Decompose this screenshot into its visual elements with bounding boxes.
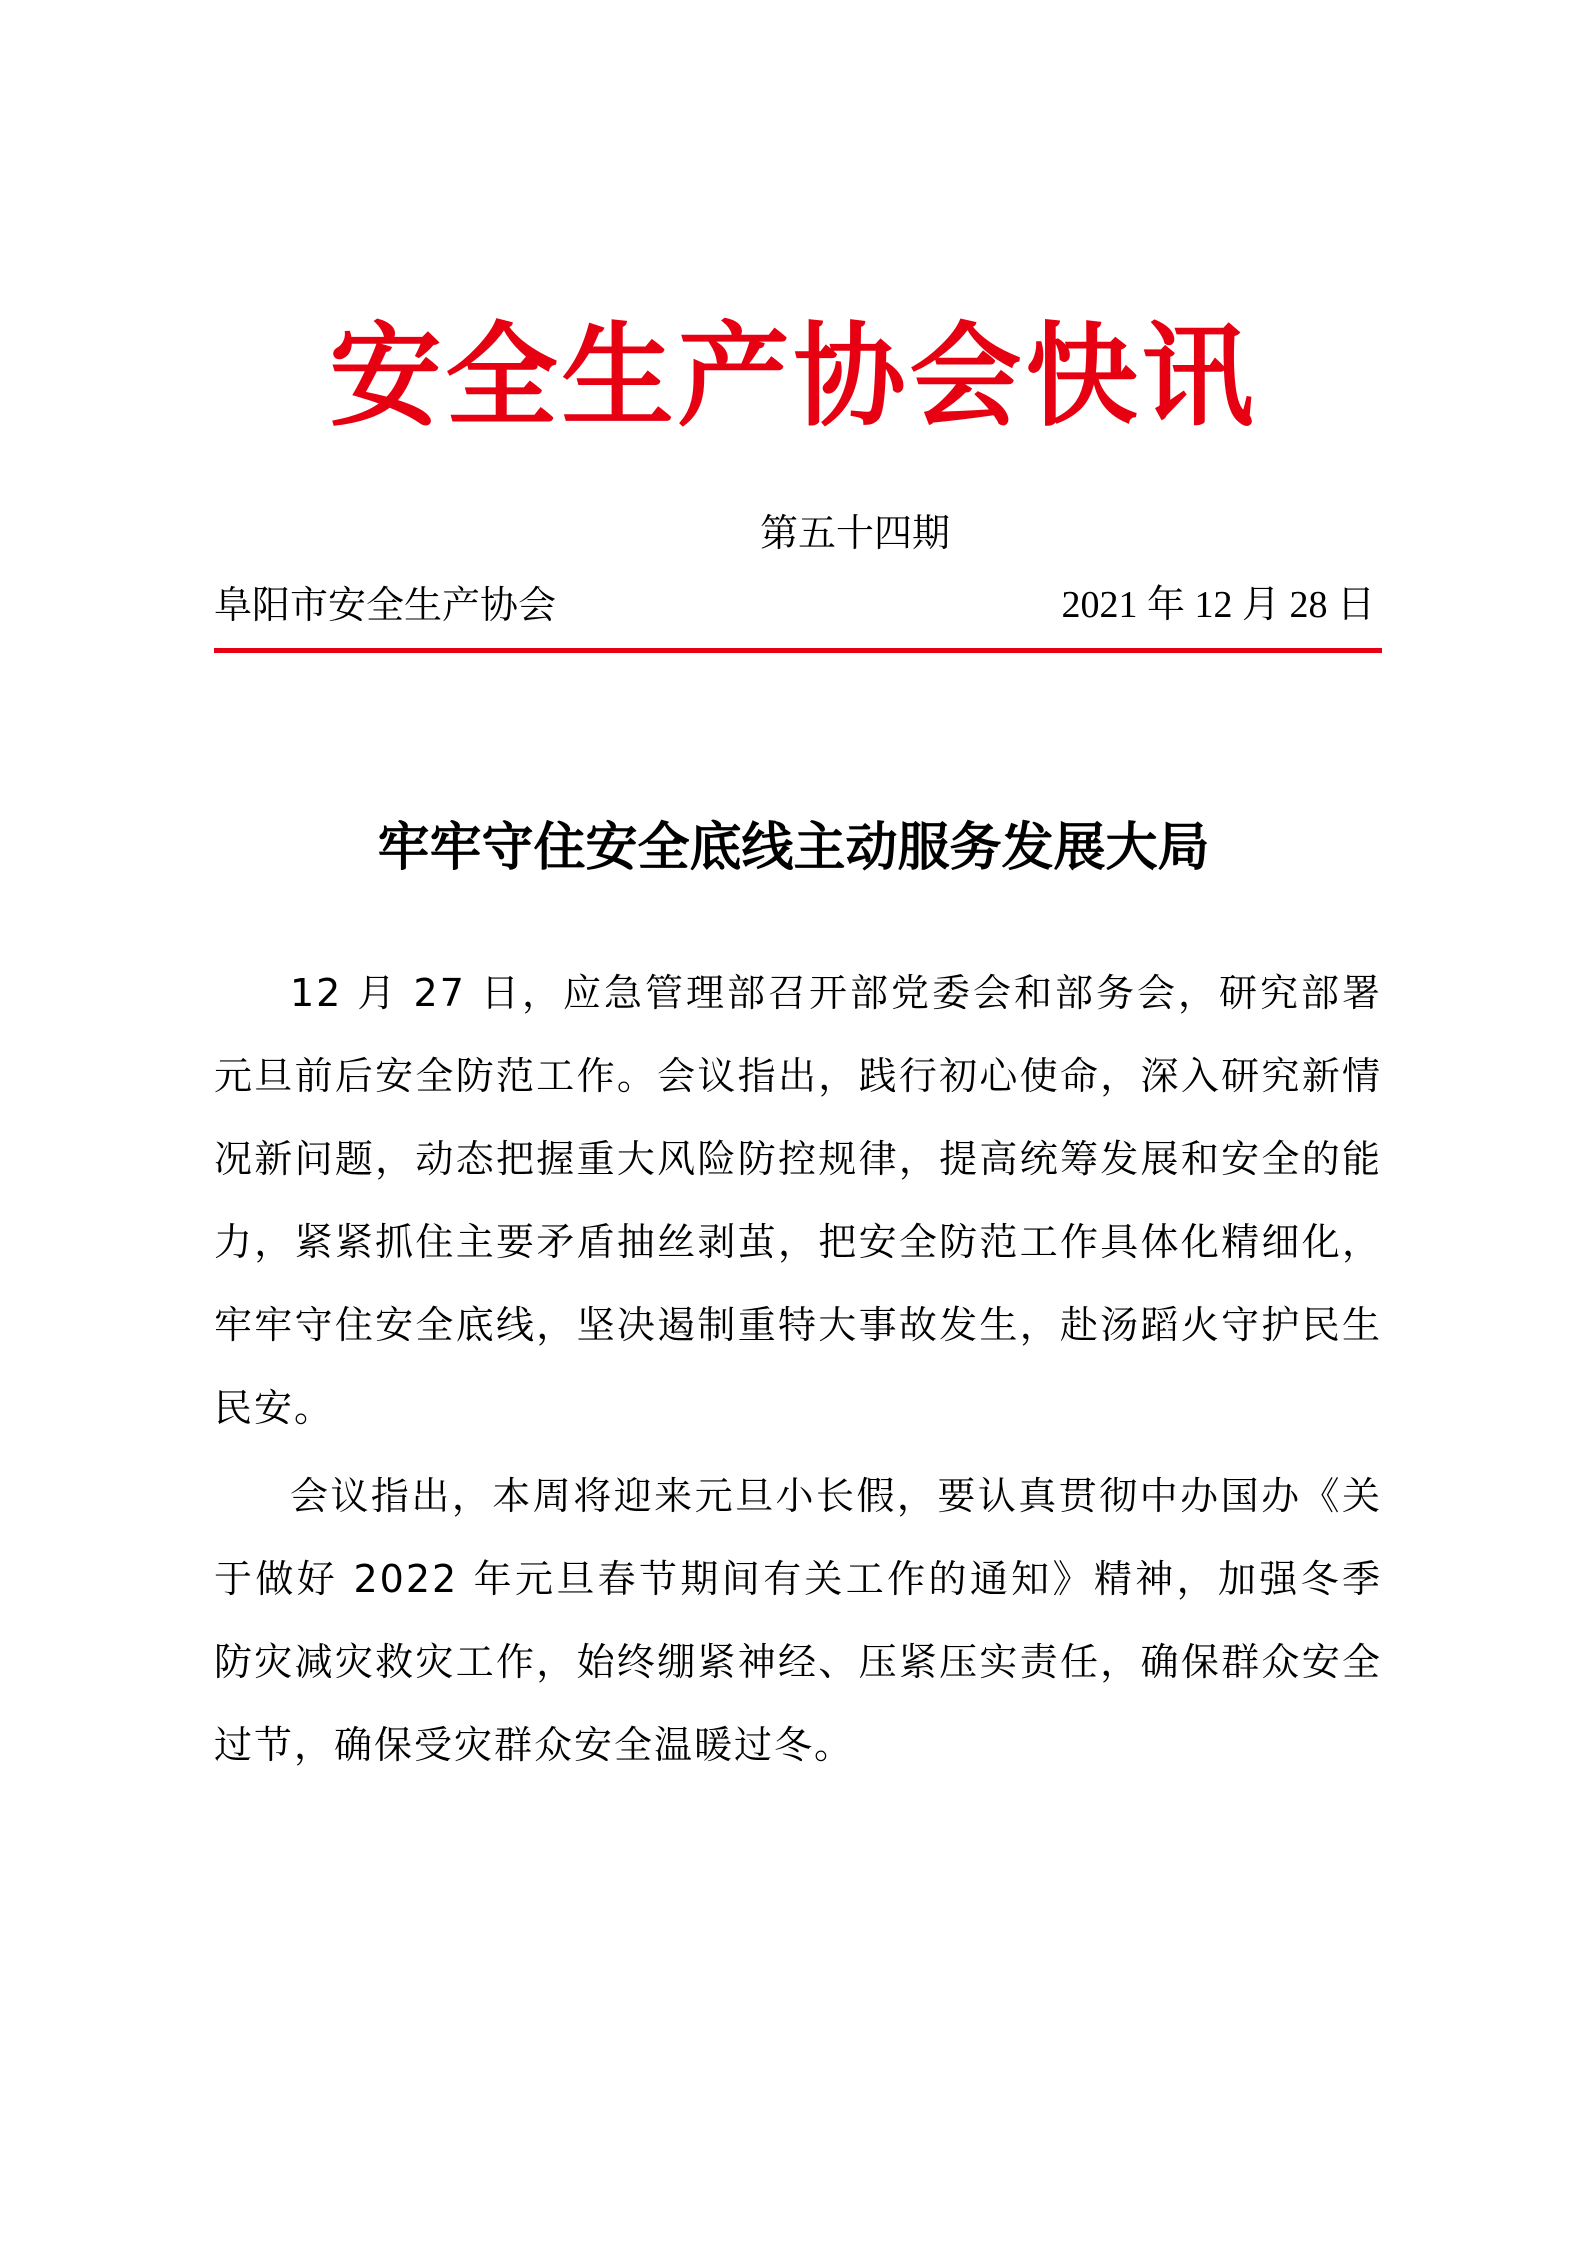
publish-date: 2021 年 12 月 28 日 [1061, 584, 1375, 626]
article-paragraph: 会议指出，本周将迎来元旦小长假，要认真贯彻中办国办《关于做好 2022 年元旦春节期间有关工作的通知》精神，加强冬季防灾减灾救灾工作，始终绷紧神经、压紧压实责任，确保群众安全过节，确保受灾群众安全温暖过冬。 [214, 1474, 1382, 1767]
article-paragraph: 12 月 27 日，应急管理部召开部党委会和部务会，研究部署元旦前后安全防范工作。会议指出，践行初心使命，深入研究新情况新问题，动态把握重大风险防控规律，提高统筹发展和安全的能力，紧紧抓住主要矛盾抽丝剥茧，把安全防范工作具体化精细化，牢牢守住安全底线，坚决遏制重特大事故发生，赴汤蹈火守护民生民安。 [214, 971, 1382, 1430]
article-title: 牢牢守住安全底线主动服务发展大局 [377, 817, 1210, 878]
header-divider [214, 648, 1382, 653]
article-body [214, 952, 1382, 1792]
publisher-name: 阜阳市安全生产协会 [214, 583, 557, 627]
masthead-title: 安全生产协会快讯 [329, 311, 1258, 442]
issue-number: 第五十四期 [759, 511, 950, 555]
